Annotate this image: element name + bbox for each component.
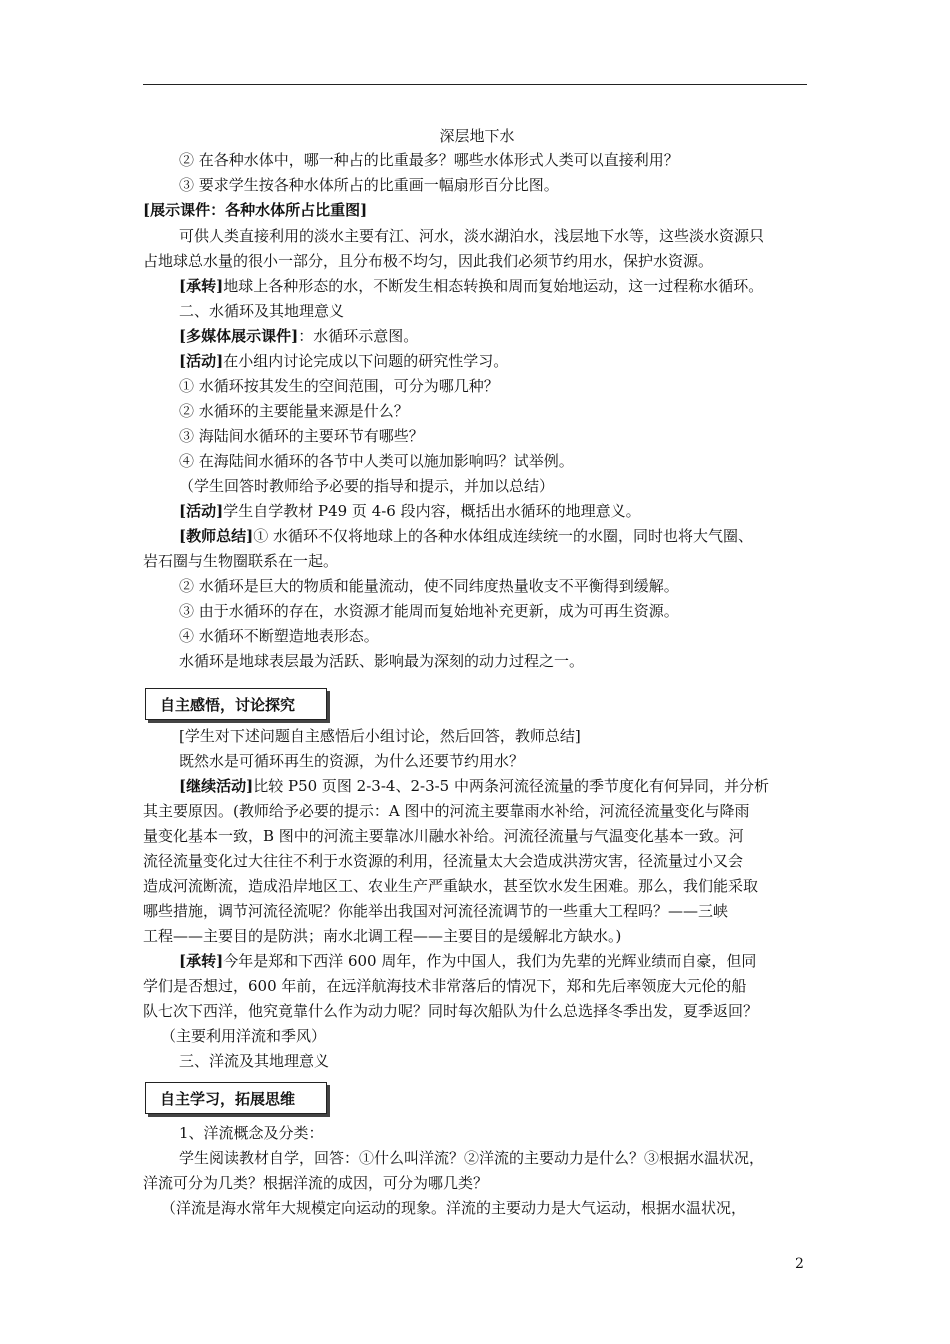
text-line: 洋流可分为几类？根据洋流的成因，可分为哪几类？ bbox=[143, 1174, 489, 1192]
text: 在小组内讨论完成以下问题的研究性学习。 bbox=[223, 352, 509, 370]
header-rule bbox=[143, 84, 807, 85]
text: 地球上各种形态的水，不断发生相态转换和周而复始地运动，这一过程称水循环。 bbox=[223, 277, 764, 295]
section-heading: [展示课件：各种水体所占比重图] bbox=[143, 201, 368, 219]
text: 今年是郑和下西洋 600 周年，作为中国人，我们为先辈的光辉业绩而自豪，但同 bbox=[223, 952, 757, 970]
text-line: 占地球总水量的很小一部分，且分布极不均匀，因此我们必须节约用水，保护水资源。 bbox=[143, 252, 714, 270]
text-line bbox=[143, 276, 847, 296]
text-line: （洋流是海水常年大规模定向运动的现象。洋流的主要动力是大气运动，根据水温状况， bbox=[161, 1199, 747, 1217]
text-line: ③ 海陆间水循环的主要环节有哪些？ bbox=[179, 427, 424, 445]
text: 比较 P50 页图 2-3-4、2-3-5 中两条河流径流量的季节度化有何异同，并分析 bbox=[253, 777, 769, 795]
label: [活动] bbox=[179, 352, 224, 370]
text-line: 岩石圈与生物圈联系在一起。 bbox=[143, 552, 339, 570]
text-line bbox=[143, 326, 847, 346]
text-line: 水循环是地球表层最为活跃、影响最为深刻的动力过程之一。 bbox=[179, 652, 585, 670]
text-line: 可供人类直接利用的淡水主要有江、河水，淡水湖泊水，浅层地下水等，这些淡水资源只 bbox=[179, 227, 765, 245]
label: [继续活动] bbox=[179, 777, 254, 795]
text-line: [学生对下述问题自主感悟后小组讨论，然后回答，教师总结] bbox=[179, 727, 581, 745]
text: ：水循环示意图。 bbox=[298, 327, 419, 345]
text-line: （学生回答时教师给予必要的指导和提示，并加以总结） bbox=[179, 477, 555, 495]
text-line bbox=[143, 501, 847, 521]
text-line: 流径流量变化过大往往不利于水资源的利用，径流量太大会造成洪涝灾害，径流量过小又会 bbox=[143, 852, 744, 870]
section-title: 三、洋流及其地理意义 bbox=[179, 1052, 330, 1070]
text-line bbox=[143, 776, 847, 796]
text: ① 水循环不仅将地球上的各种水体组成连续统一的水圈，同时也将大气圈、 bbox=[253, 527, 753, 545]
text-line: 工程——主要目的是防洪；南水北调工程——主要目的是缓解北方缺水。) bbox=[143, 927, 622, 945]
text-line bbox=[143, 526, 847, 546]
text-line: ② 在各种水体中，哪一种占的比重最多？哪些水体形式人类可以直接利用？ bbox=[179, 151, 679, 169]
text-line bbox=[143, 351, 847, 371]
text-line: 既然水是可循环再生的资源，为什么还要节约用水？ bbox=[179, 752, 525, 770]
label: [承转] bbox=[179, 952, 224, 970]
text-line: 深层地下水 bbox=[439, 127, 515, 145]
label: [教师总结] bbox=[179, 527, 254, 545]
text-line: 1、洋流概念及分类： bbox=[179, 1124, 324, 1142]
text-line: 学生阅读教材自学，回答：①什么叫洋流？②洋流的主要动力是什么？③根据水温状况， bbox=[179, 1149, 765, 1167]
text-line: 其主要原因。(教师给予必要的提示：A 图中的河流主要靠雨水补给，河流径流量变化与降雨 bbox=[143, 802, 750, 820]
label: [多媒体展示课件] bbox=[179, 327, 299, 345]
text: 学生自学教材 P49 页 4-6 段内容，概括出水循环的地理意义。 bbox=[223, 502, 641, 520]
text-line: ③ 要求学生按各种水体所占的比重画一幅扇形百分比图。 bbox=[179, 176, 559, 194]
text-line: ② 水循环是巨大的物质和能量流动，使不同纬度热量收支不平衡得到缓解。 bbox=[179, 577, 679, 595]
text-line: 队七次下西洋，他究竟靠什么作为动力呢？同时每次船队为什么总选择冬季出发，夏季返回？ bbox=[143, 1002, 759, 1020]
label: [承转] bbox=[179, 277, 224, 295]
section-box-heading: 自主感悟，讨论探究 bbox=[145, 688, 327, 720]
text-line: ④ 水循环不断塑造地表形态。 bbox=[179, 627, 379, 645]
text-line: 学们是否想过，600 年前，在远洋航海技术非常落后的情况下，郑和先后率领庞大元伦的船 bbox=[143, 977, 747, 995]
section-box-heading: 自主学习，拓展思维 bbox=[145, 1082, 327, 1114]
text-line: ④ 在海陆间水循环的各节中人类可以施加影响吗？试举例。 bbox=[179, 452, 574, 470]
text-line: 造成河流断流，造成沿岸地区工、农业生产严重缺水，甚至饮水发生困难。那么，我们能采取 bbox=[143, 877, 759, 895]
text-line: （主要利用洋流和季风） bbox=[161, 1027, 327, 1045]
text-line: ③ 由于水循环的存在，水资源才能周而复始地补充更新，成为可再生资源。 bbox=[179, 602, 679, 620]
label: [活动] bbox=[179, 502, 224, 520]
section-title: 二、水循环及其地理意义 bbox=[179, 302, 345, 320]
text-line: ② 水循环的主要能量来源是什么？ bbox=[179, 402, 409, 420]
text-line bbox=[143, 951, 847, 971]
text-line: 哪些措施，调节河流径流呢？你能举出我国对河流径流调节的一些重大工程吗？——三峡 bbox=[143, 902, 729, 920]
text-line: 量变化基本一致，B 图中的河流主要靠冰川融水补给。河流径流量与气温变化基本一致。河 bbox=[143, 827, 744, 845]
page-number: 2 bbox=[795, 1256, 804, 1272]
text-line: ① 水循环按其发生的空间范围，可分为哪几种？ bbox=[179, 377, 499, 395]
